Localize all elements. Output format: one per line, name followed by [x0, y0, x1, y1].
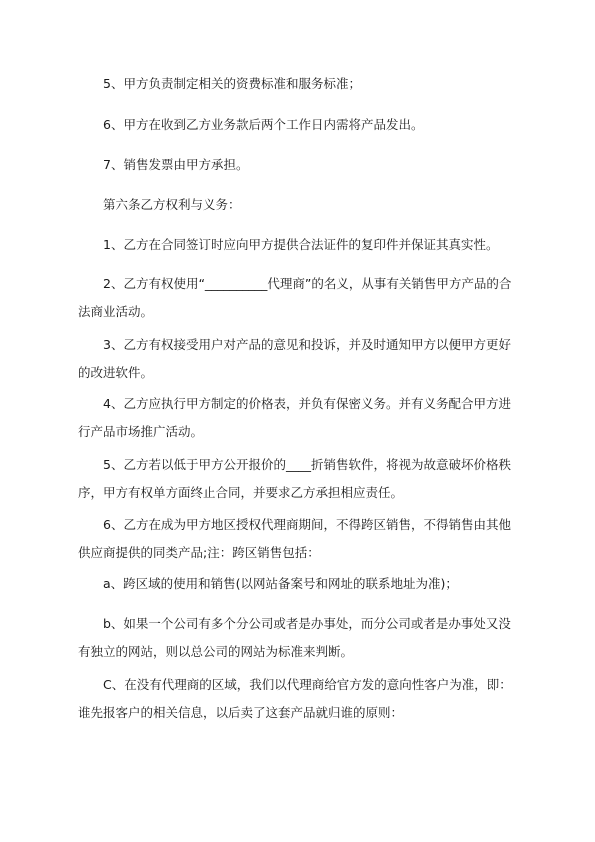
- note-item-a: a、跨区域的使用和销售(以网站备案号和网址的联系地址为准)；: [103, 576, 458, 591]
- party-b-clause-6: 6、乙方在成为甲方地区授权代理商期间，不得跨区销售，不得销售由其他供应商提供的同类产品;注：跨区销售包括：: [78, 517, 511, 560]
- note-item-b: b、如果一个公司有多个分公司或者是办事处，而分公司或者是办事处又没有独立的网站，则以总公司的网站为标准来判断。: [78, 616, 511, 659]
- party-b-clause-4: 4、乙方应执行甲方制定的价格表，并负有保密义务。并有义务配合甲方进行产品市场推广活动。: [78, 396, 511, 439]
- party-b-clause-3: 3、乙方有权接受用户对产品的意见和投诉，并及时通知甲方以便甲方更好的改进软件。: [78, 337, 511, 380]
- party-b-clause-2: 2、乙方有权使用“__________代理商”的名义，从事有关销售甲方产品的合法商业活动。: [78, 276, 512, 319]
- party-b-clause-5: 5、乙方若以低于甲方公开报价的____折销售软件，将视为故意破坏价格秩序，甲方有权单方面终止合同，并要求乙方承担相应责任。: [78, 457, 511, 500]
- party-b-clause-1: 1、乙方在合同签订时应向甲方提供合法证件的复印件并保证其真实性。: [103, 237, 499, 252]
- section-heading-party-b: 第六条乙方权利与义务：: [103, 197, 241, 212]
- clause-6-shipping: 6、甲方在收到乙方业务款后两个工作日内需将产品发出。: [103, 117, 424, 132]
- clause-5-fee-standards: 5、甲方负责制定相关的资费标准和服务标准；: [103, 76, 361, 91]
- note-item-c: C、在没有代理商的区域，我们以代理商给官方发的意向性客户为准，即：谁先报客户的相关信息，以后卖了这套产品就归谁的原则：: [78, 677, 512, 720]
- clause-7-invoice: 7、销售发票由甲方承担。: [103, 157, 249, 172]
